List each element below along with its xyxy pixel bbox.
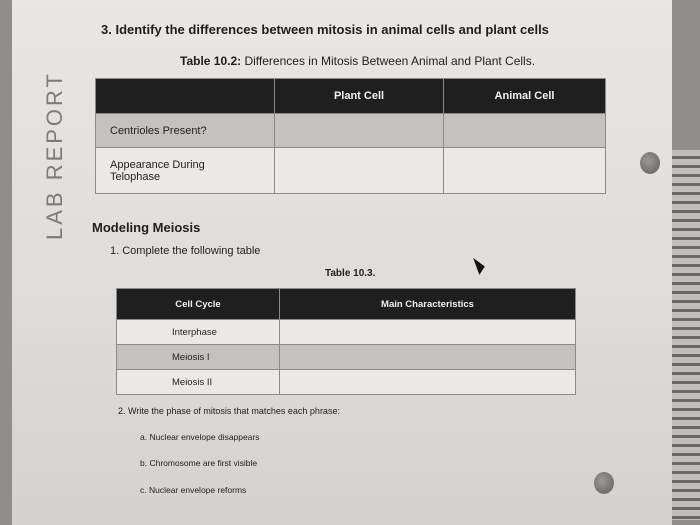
table-row (96, 114, 606, 148)
table1-cell-plant[interactable] (275, 114, 444, 148)
table2-cell-characteristics[interactable] (280, 320, 576, 345)
table1-header-blank (96, 79, 275, 114)
label-line-2: Telophase (110, 170, 161, 183)
table-row (96, 148, 606, 194)
table1-row-label: Centrioles Present? (96, 114, 275, 148)
table2-row-label: Meiosis II (117, 370, 280, 395)
table1-cell-plant[interactable] (275, 148, 444, 194)
table1-header-animal: Animal Cell (444, 79, 606, 114)
table1-row-label (96, 148, 275, 194)
table-row (117, 345, 576, 370)
label-line-1: Appearance During (110, 158, 205, 171)
spiral-binding (672, 150, 700, 520)
table-meiosis (116, 288, 576, 395)
table1-caption-rest: Differences in Mitosis Between Animal and Plant Cells. (241, 54, 536, 68)
phrase-a: a. Nuclear envelope disappears (140, 432, 260, 442)
table1-caption (180, 54, 535, 68)
table2-row-label: Meiosis I (117, 345, 280, 370)
table2-cell-characteristics[interactable] (280, 345, 576, 370)
table2-header-row (117, 289, 576, 320)
table2-header-characteristics: Main Characteristics (280, 289, 576, 320)
table1-header-plant: Plant Cell (275, 79, 444, 114)
question-2: 2. Write the phase of mitosis that matches each phrase: (118, 406, 340, 416)
section-title: Modeling Meiosis (92, 220, 201, 235)
table-mitosis-differences (95, 78, 606, 194)
table1-caption-bold: Table 10.2: (180, 54, 242, 68)
binder-hole-icon (594, 472, 614, 494)
table1-cell-animal[interactable] (444, 148, 606, 194)
table2-header-cell-cycle: Cell Cycle (117, 289, 280, 320)
phrase-b: b. Chromosome are first visible (140, 458, 258, 468)
side-label: LAB REPORT (42, 71, 67, 240)
table2-cell-characteristics[interactable] (280, 370, 576, 395)
table1-header-row (96, 79, 606, 114)
table2-row-label: Interphase (117, 320, 280, 345)
question-3: 3. Identify the differences between mitosis in animal cells and plant cells (101, 22, 549, 37)
table2-caption: Table 10.3. (325, 268, 376, 279)
question-1: 1. Complete the following table (110, 245, 261, 257)
table1-cell-animal[interactable] (444, 114, 606, 148)
phrase-c: c. Nuclear envelope reforms (140, 485, 247, 495)
table-row (117, 370, 576, 395)
table-row (117, 320, 576, 345)
binder-hole-icon (640, 152, 660, 174)
